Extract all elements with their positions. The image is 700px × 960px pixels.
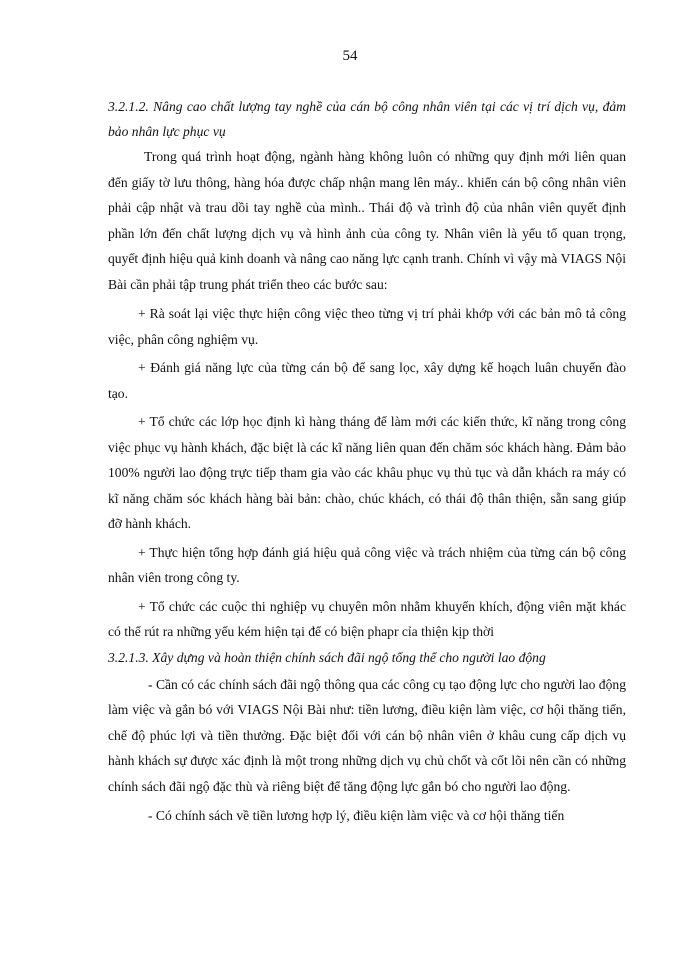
bullet-item: + Thực hiện tổng hợp đánh giá hiệu quả công việc và trách nhiệm của từng cán bộ công nhân viên trong công ty. bbox=[108, 544, 626, 585]
intro-paragraph: Trong quá trình hoạt động, ngành hàng không luôn có những quy định mới liên quan đến giấy tờ lưu thông, hàng hóa được chấp nhận mang lên máy.. khiến cán bộ công nhân viên phải cập nhật và trau dồi tay nghề của mình.. Thái độ và trình độ của nhân viên quyết định phần lớn đến chất lượng dịch vụ và hình ảnh của công ty. Nhân viên là yếu tố quan trọng, quyết định hiệu quả kinh doanh và nâng cao năng lực cạnh tranh. Chính vì vậy mà VIAGS Nội Bài cần phải tập trung phát triển theo các bước sau: bbox=[108, 149, 626, 292]
document-body bbox=[108, 94, 626, 829]
bullet-item: + Đánh giá năng lực của từng cán bộ để sang lọc, xây dựng kế hoạch luân chuyển đào tạo. bbox=[108, 360, 626, 401]
bullet-item: + Rà soát lại việc thực hiện công việc theo từng vị trí phải khớp với các bản mô tả công việc, phân công nghiệm vụ. bbox=[108, 306, 626, 347]
page-number: 54 bbox=[342, 48, 358, 64]
section-heading-3-2-1-3: 3.2.1.3. Xây dựng và hoàn thiện chính sách đãi ngộ tổng thể cho người lao động bbox=[108, 649, 546, 665]
policy-paragraph: - Cần có các chính sách đãi ngộ thông qua các công cụ tạo động lực cho người lao động làm việc và gắn bó với VIAGS Nội Bài như: tiền lương, điều kiện làm việc, cơ hội thăng tiến, chế độ phúc lợi và tiền thưởng. Đặc biệt đối với cán bộ nhân viên ở khâu cung cấp dịch vụ hành khách sự được xác định là một trong những dịch vụ chủ chốt và cốt lõi nên cần có những chính sách đãi ngộ đặc thù và riêng biệt để tăng động lực gắn bó cho người lao động. bbox=[108, 676, 626, 794]
bullet-item: + Tổ chức các lớp học định kì hàng tháng để làm mới các kiến thức, kĩ năng trong công việc phục vụ hành khách, đặc biệt là các kĩ năng liên quan đến chăm sóc khách hàng. Đảm bảo 100% người lao động trực tiếp tham gia vào các khâu phục vụ thủ tục và dẫn khách ra máy có kĩ năng chăm sóc khách hàng bài bản: chào, chúc khách, có thái độ thân thiện, sẵn sang giúp đỡ hành khách. bbox=[108, 414, 626, 531]
section-heading-3-2-1-2: 3.2.1.2. Nâng cao chất lượng tay nghề của cán bộ công nhân viên tại các vị trí dịch vụ, đảm bảo nhân lực phục vụ bbox=[108, 99, 626, 139]
policy-paragraph: - Có chính sách về tiền lương hợp lý, điều kiện làm việc và cơ hội thăng tiến bbox=[148, 808, 565, 823]
bullet-item: + Tổ chức các cuộc thi nghiệp vụ chuyên môn nhằm khuyến khích, động viên mặt khác có thể rút ra những yếu kém hiện tại để có biện phapr cỉa thiện kịp thời bbox=[108, 598, 626, 639]
